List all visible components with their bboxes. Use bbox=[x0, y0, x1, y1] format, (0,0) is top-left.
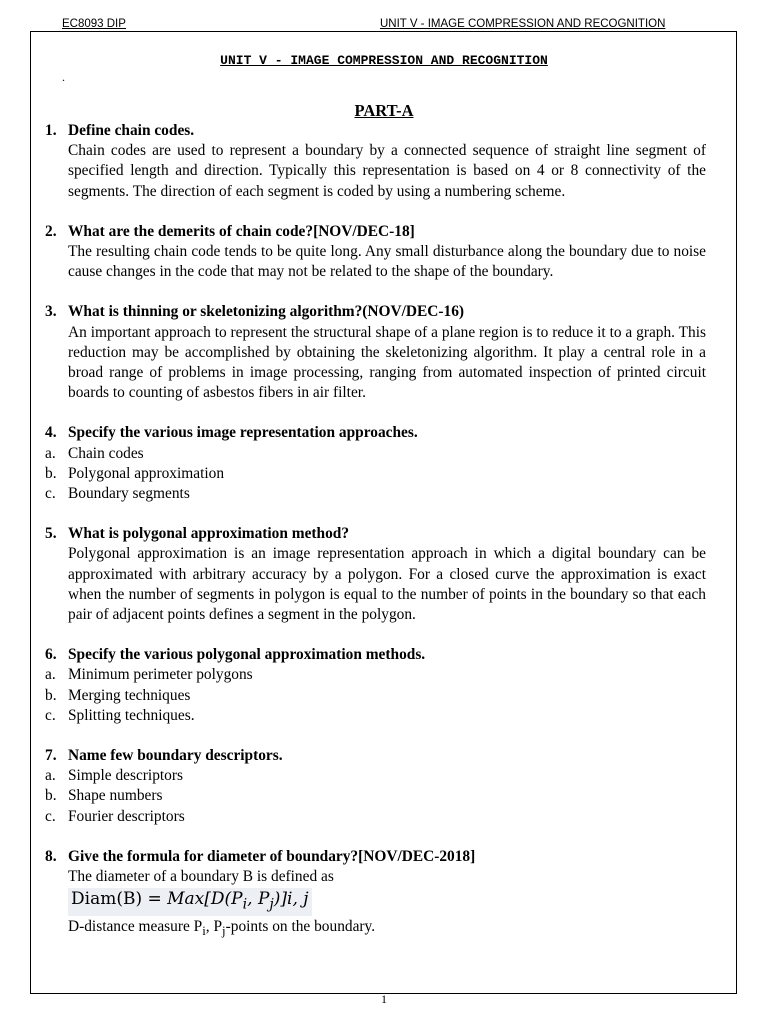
question-number: 3. bbox=[45, 303, 57, 321]
list-item bbox=[45, 706, 706, 726]
question-title: Give the formula for diameter of boundary?[NOV/DEC-2018] bbox=[68, 847, 476, 865]
formula-max: Max bbox=[167, 889, 205, 910]
list-item bbox=[45, 484, 706, 504]
question-number: 2. bbox=[45, 222, 57, 240]
question-title: What is thinning or skeletonizing algorithm?(NOV/DEC-16) bbox=[68, 303, 465, 321]
question-title: Name few boundary descriptors. bbox=[68, 747, 283, 765]
answer-text: Polygonal approximation is an image representation approach in which a digital boundary can be approximated with arbitrary accuracy by a polygon. For a closed curve the approximation is exact when the number of segments in polygon is equal to the number of points in the boundary so that each pair of adjacent points defines a segment in the polygon. bbox=[68, 545, 706, 624]
list-label: c. bbox=[45, 706, 56, 724]
question-7 bbox=[45, 746, 706, 827]
diameter-formula bbox=[68, 888, 312, 915]
question-title: What is polygonal approximation method? bbox=[68, 525, 350, 543]
question-3 bbox=[45, 302, 706, 403]
answer-text: An important approach to represent the structural shape of a plane region is to reduce it to a graph. This reduction may be accomplished by obtaining the skeletonizing algorithm. It play a central role in a broad range of problems in image processing, ranging from automated inspection of printed circuit boards to counting of asbestos fibers in air filter. bbox=[68, 323, 706, 402]
list-text: Fourier descriptors bbox=[68, 807, 185, 825]
note-mid: , P bbox=[205, 917, 223, 935]
list-item bbox=[45, 444, 706, 464]
list-item bbox=[45, 766, 706, 786]
list-label: c. bbox=[45, 485, 56, 503]
list-text: Simple descriptors bbox=[68, 767, 183, 785]
list-item bbox=[45, 807, 706, 827]
question-5 bbox=[45, 524, 706, 625]
list-label: b. bbox=[45, 787, 57, 805]
list-text: Splitting techniques. bbox=[68, 706, 195, 724]
question-number: 6. bbox=[45, 646, 57, 664]
answer-text: The resulting chain code tends to be quite long. Any small disturbance along the boundary due to noise cause changes in the code that may not be related to the shape of the boundary. bbox=[68, 243, 706, 281]
question-number: 1. bbox=[45, 122, 57, 139]
formula-rest2: )]i, j bbox=[273, 889, 309, 910]
list-label: b. bbox=[45, 464, 57, 482]
question-title: What are the demerits of chain code?[NOV/DEC-18] bbox=[68, 222, 415, 240]
formula-sub-j: j bbox=[269, 896, 274, 913]
page-number: 1 bbox=[381, 992, 387, 1006]
formula-diam: Diam bbox=[71, 889, 117, 910]
header-course-code: EC8093 DIP bbox=[62, 18, 126, 30]
note-sub-i: i bbox=[202, 923, 206, 938]
list-item bbox=[45, 665, 706, 685]
question-1 bbox=[45, 121, 706, 202]
question-number: 8. bbox=[45, 847, 57, 865]
note-post: -points on the boundary. bbox=[225, 917, 376, 935]
answer-text: Chain codes are used to represent a boundary by a connected sequence of straight line segment of specified length and direction. Typically this representation is based on 4 or 8 connectivity of the segments. The direction of each segment is coded by using a numbering scheme. bbox=[68, 142, 706, 200]
question-8 bbox=[45, 847, 706, 941]
list-label: b. bbox=[45, 686, 57, 704]
unit-title: UNIT V - IMAGE COMPRESSION AND RECOGNITION bbox=[220, 53, 548, 68]
question-number: 7. bbox=[45, 747, 57, 765]
list-text: Boundary segments bbox=[68, 485, 190, 503]
question-4 bbox=[45, 423, 706, 504]
part-title: PART-A bbox=[354, 101, 414, 120]
list-text: Polygonal approximation bbox=[68, 464, 225, 482]
formula-arg: (B) = bbox=[116, 889, 168, 910]
list-text: Minimum perimeter polygons bbox=[68, 666, 253, 684]
question-list bbox=[45, 121, 706, 961]
formula-note bbox=[68, 917, 706, 941]
header-unit-title: UNIT V - IMAGE COMPRESSION AND RECOGNITION bbox=[380, 18, 666, 30]
list-label: a. bbox=[45, 444, 56, 462]
list-item bbox=[45, 464, 706, 484]
formula-sub-i: i bbox=[242, 896, 248, 913]
note-sub-j: j bbox=[222, 923, 226, 938]
list-text: Chain codes bbox=[68, 444, 144, 462]
list-label: c. bbox=[45, 807, 56, 825]
list-label: a. bbox=[45, 666, 56, 684]
question-number: 5. bbox=[45, 525, 57, 543]
list-text: Merging techniques bbox=[68, 686, 191, 704]
list-item bbox=[45, 686, 706, 706]
question-number: 4. bbox=[45, 424, 57, 442]
question-6 bbox=[45, 645, 706, 726]
note-pre: D-distance measure P bbox=[68, 917, 203, 935]
list-text: Shape numbers bbox=[68, 787, 163, 805]
list-label: a. bbox=[45, 767, 56, 785]
stray-dot: . bbox=[62, 70, 65, 84]
question-title: Define chain codes. bbox=[68, 122, 195, 139]
question-title: Specify the various polygonal approximation methods. bbox=[68, 646, 426, 664]
formula-rest1: [D(P bbox=[204, 889, 243, 910]
answer-text: The diameter of a boundary B is defined as bbox=[68, 868, 334, 886]
list-item bbox=[45, 786, 706, 806]
question-title: Specify the various image representation approaches. bbox=[68, 424, 418, 442]
formula-sep: , P bbox=[247, 889, 270, 910]
question-2 bbox=[45, 222, 706, 283]
